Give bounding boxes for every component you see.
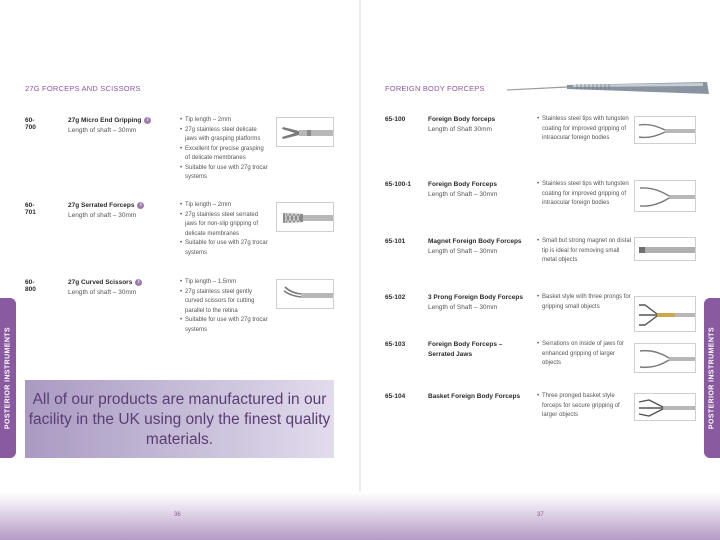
shaft-length: Length of Shaft – 30mm (428, 191, 498, 198)
quality-banner (25, 380, 334, 458)
product-code: 65-104 (385, 393, 406, 400)
product-name: Basket Foreign Body Forceps (428, 393, 521, 400)
feature-item: • 27g stainless steel delicate jaws with grasping platforms (180, 126, 270, 145)
product-code: 60-800 (25, 279, 36, 293)
product-name: Foreign Body Forceps (428, 181, 497, 188)
feature-item: • 27g stainless steel gently curved scissors for cutting parallel to the retina (180, 288, 270, 317)
right-page (361, 0, 720, 540)
feature-item: • Suitable for use with 27g trocar systems (180, 316, 270, 335)
product-image (276, 117, 334, 147)
product-code: 65-100 (385, 116, 406, 123)
feature-item: • Tip length – 2mm (180, 116, 270, 126)
page-number-right: 37 (537, 512, 544, 518)
product-image (276, 202, 334, 232)
shaft-length: Length of shaft – 30mm (68, 289, 137, 296)
banner-text: All of our products are manufactured in our facility in the UK using only the finest quality materials. (28, 391, 331, 448)
feature-item: • Tip length – 2mm (180, 201, 270, 211)
feature-list (537, 180, 633, 209)
product-image (634, 116, 696, 144)
side-tab-label: POSTERIOR INSTRUMENTS (708, 326, 716, 430)
product-name: Foreign Body forceps (428, 116, 496, 123)
feature-list (180, 278, 270, 335)
side-tab-left (0, 298, 16, 458)
feature-item: • Basket style with three prongs for gripping small objects (537, 293, 633, 312)
info-icon[interactable]: i (137, 202, 144, 209)
left-page (0, 0, 359, 540)
product-code: 60-701 (25, 202, 36, 216)
page-number-left: 36 (174, 512, 181, 518)
product-image (634, 393, 696, 421)
feature-item: • Suitable for use with 27g trocar systems (180, 239, 270, 258)
side-tab-right (704, 298, 720, 458)
product-name: 27g Serrated Forceps i (68, 202, 144, 209)
product-image (634, 343, 696, 373)
info-icon[interactable]: i (144, 117, 151, 124)
footer-band (0, 492, 720, 540)
feature-item: • 27g stainless steel serrated jaws for non-slip gripping of delicate membranes (180, 211, 270, 240)
feature-item: • Excellent for precise grasping of delicate membranes (180, 145, 270, 164)
section-title: FOREIGN BODY FORCEPS (385, 84, 485, 93)
hero-instrument-image (507, 72, 711, 112)
section-title: 27G FORCEPS AND SCISSORS (25, 84, 141, 93)
feature-list (537, 237, 633, 266)
feature-item: • Stainless steel tips with tungsten coating for improved gripping of intraocular foreign bodies (537, 180, 633, 209)
shaft-length: Length of Shaft 30mm (428, 126, 492, 133)
product-image (634, 237, 696, 261)
feature-item: • Tip length – 1.5mm (180, 278, 270, 288)
feature-list (537, 115, 633, 144)
shaft-length: Length of Shaft – 30mm (428, 304, 498, 311)
feature-item: • Stainless steel tips with tungsten coating for improved gripping of intraocular foreign bodies (537, 115, 633, 144)
feature-list (537, 392, 633, 421)
feature-item: • Serrations on inside of jaws for enhanced gripping of larger objects (537, 340, 633, 369)
product-code: 60-700 (25, 117, 36, 131)
product-code: 65-102 (385, 294, 406, 301)
feature-item: • Suitable for use with 27g trocar systems (180, 164, 270, 183)
feature-list (537, 340, 633, 369)
side-tab-label: POSTERIOR INSTRUMENTS (4, 326, 12, 430)
info-icon[interactable]: i (135, 279, 142, 286)
product-code: 65-101 (385, 238, 406, 245)
product-name: Foreign Body Forceps – (428, 341, 503, 348)
product-code: 65-103 (385, 341, 406, 348)
product-image (276, 279, 334, 309)
product-name: 3 Prong Foreign Body Forceps (428, 294, 523, 301)
shaft-length: Length of shaft – 30mm (68, 127, 137, 134)
shaft-length: Length of Shaft – 30mm (428, 248, 498, 255)
feature-item: • Three pronged basket style forceps for secure gripping of larger objects (537, 392, 633, 421)
feature-list (180, 201, 270, 258)
product-name: 27g Curved Scissors i (68, 279, 142, 286)
product-name: 27g Micro End Gripping i (68, 117, 151, 124)
product-name: Magnet Foreign Body Forceps (428, 238, 522, 245)
feature-item: • Small but strong magnet on distal tip is ideal for removing small metal objects (537, 237, 633, 266)
product-name-line2: Serrated Jaws (428, 351, 473, 358)
product-code: 65-100-1 (385, 181, 412, 188)
product-image (634, 296, 696, 332)
feature-list (537, 293, 633, 312)
product-image (634, 180, 696, 212)
shaft-length: Length of shaft – 30mm (68, 212, 137, 219)
feature-list (180, 116, 270, 183)
